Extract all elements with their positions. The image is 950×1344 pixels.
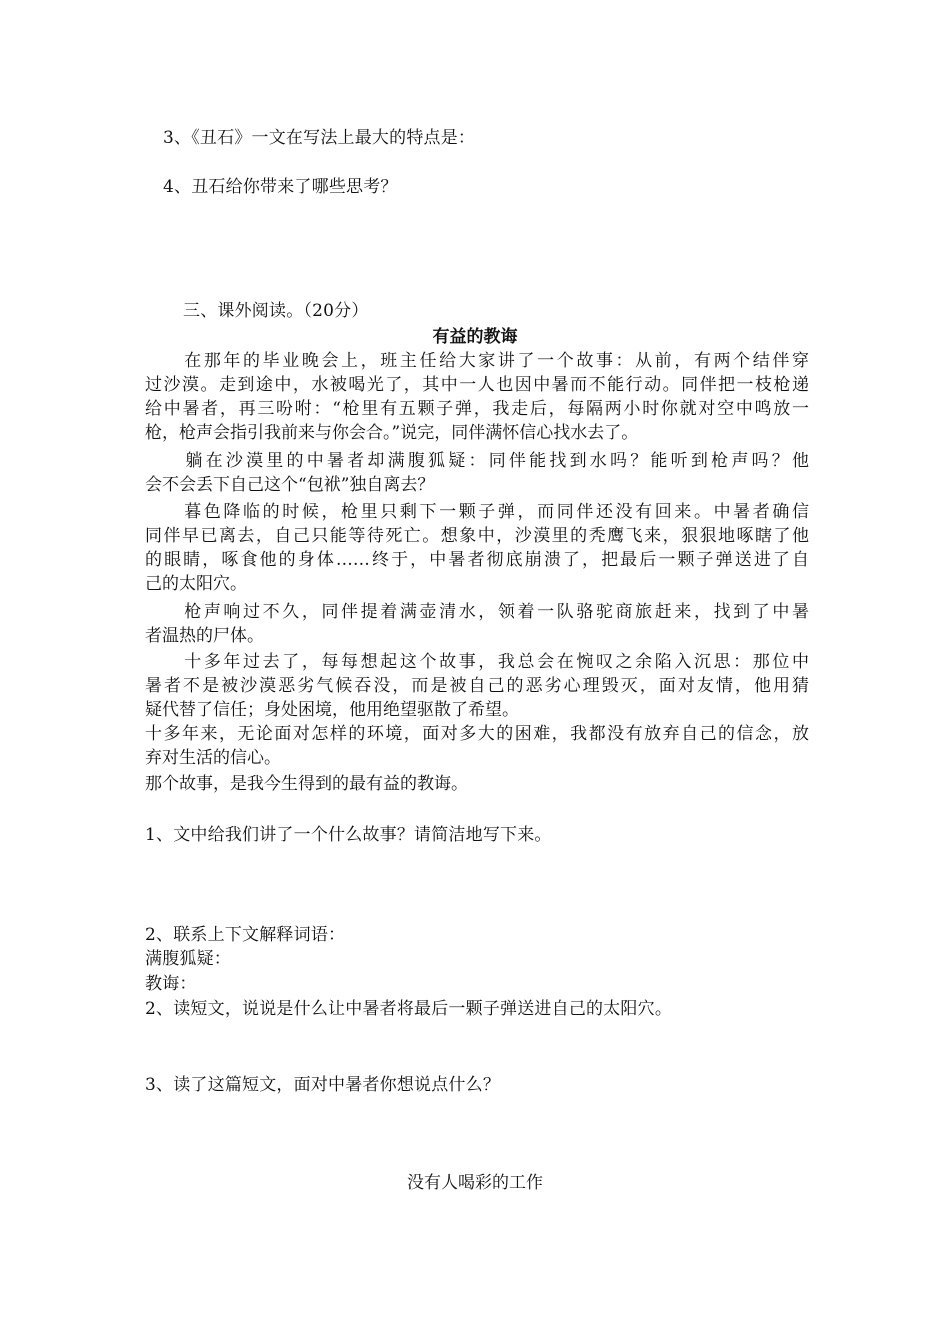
article-line: 同伴早已离去，自己只能等待死亡。想象中，沙漠里的秃鹰飞来，狠狠地啄瞎了他 <box>145 526 809 546</box>
article-line: 在那年的毕业晚会上，班主任给大家讲了一个故事：从前，有两个结伴穿 <box>145 351 809 371</box>
question-4-chou-shi: 4、丑石给你带来了哪些思考？ <box>163 177 398 197</box>
article-line: 十多年过去了，每每想起这个故事，我总会在惋叹之余陷入沉思：那位中 <box>145 652 809 672</box>
article-line: 疑代替了信任；身处困境，他用绝望驱散了希望。 <box>145 700 519 720</box>
reading-question-1: 1、文中给我们讲了一个什么故事？请简洁地写下来。 <box>145 825 552 845</box>
article-line: 者温热的尸体。 <box>145 626 264 646</box>
section-three-heading: 三、课外阅读。（20分） <box>183 301 369 321</box>
article-line: 己的太阳穴。 <box>145 574 247 594</box>
reading-question-2b: 2、读短文，说说是什么让中暑者将最后一颗子弹送进自己的太阳穴。 <box>145 999 673 1019</box>
article-line: 枪，枪声会指引我前来与你会合。”说完，同伴满怀信心找水去了。 <box>145 423 639 443</box>
article-line: 那个故事，是我今生得到的最有益的教诲。 <box>145 774 468 794</box>
next-article-title: 没有人喝彩的工作 <box>407 1173 543 1193</box>
reading-question-3: 3、读了这篇短文，面对中暑者你想说点什么？ <box>145 1075 501 1095</box>
reading-question-2: 2、联系上下文解释词语： <box>145 925 346 945</box>
question-3-chou-shi: 3、《丑石》一文在写法上最大的特点是： <box>163 128 476 148</box>
article-line: 躺在沙漠里的中暑者却满腹狐疑：同伴能找到水吗？能听到枪声吗？他 <box>145 451 809 471</box>
vocab-word-1: 满腹狐疑： <box>145 949 231 969</box>
article-line: 暮色降临的时候，枪里只剩下一颗子弹，而同伴还没有回来。中暑者确信 <box>145 502 809 522</box>
article-line: 会不会丢下自己这个“包袱”独自离去？ <box>145 475 435 495</box>
article-line: 的眼睛，啄食他的身体……终于，中暑者彻底崩溃了，把最后一颗子弹送进了自 <box>145 550 809 570</box>
article-line: 过沙漠。走到途中，水被喝光了，其中一人也因中暑而不能行动。同伴把一枝枪递 <box>145 375 809 395</box>
article-line: 弃对生活的信心。 <box>145 748 281 768</box>
vocab-word-2: 教诲： <box>145 974 197 994</box>
article-line: 给中暑者，再三吩咐：“枪里有五颗子弹，我走后，每隔两小时你就对空中鸣放一 <box>145 399 809 419</box>
article-line: 枪声响过不久，同伴提着满壶清水，领着一队骆驼商旅赶来，找到了中暑 <box>145 602 809 622</box>
article-title: 有益的教诲 <box>432 327 518 347</box>
article-line: 十多年来，无论面对怎样的环境，面对多大的困难，我都没有放弃自己的信念，放 <box>145 724 809 744</box>
article-line: 暑者不是被沙漠恶劣气候吞没，而是被自己的恶劣心理毁灭，面对友情，他用猜 <box>145 676 809 696</box>
